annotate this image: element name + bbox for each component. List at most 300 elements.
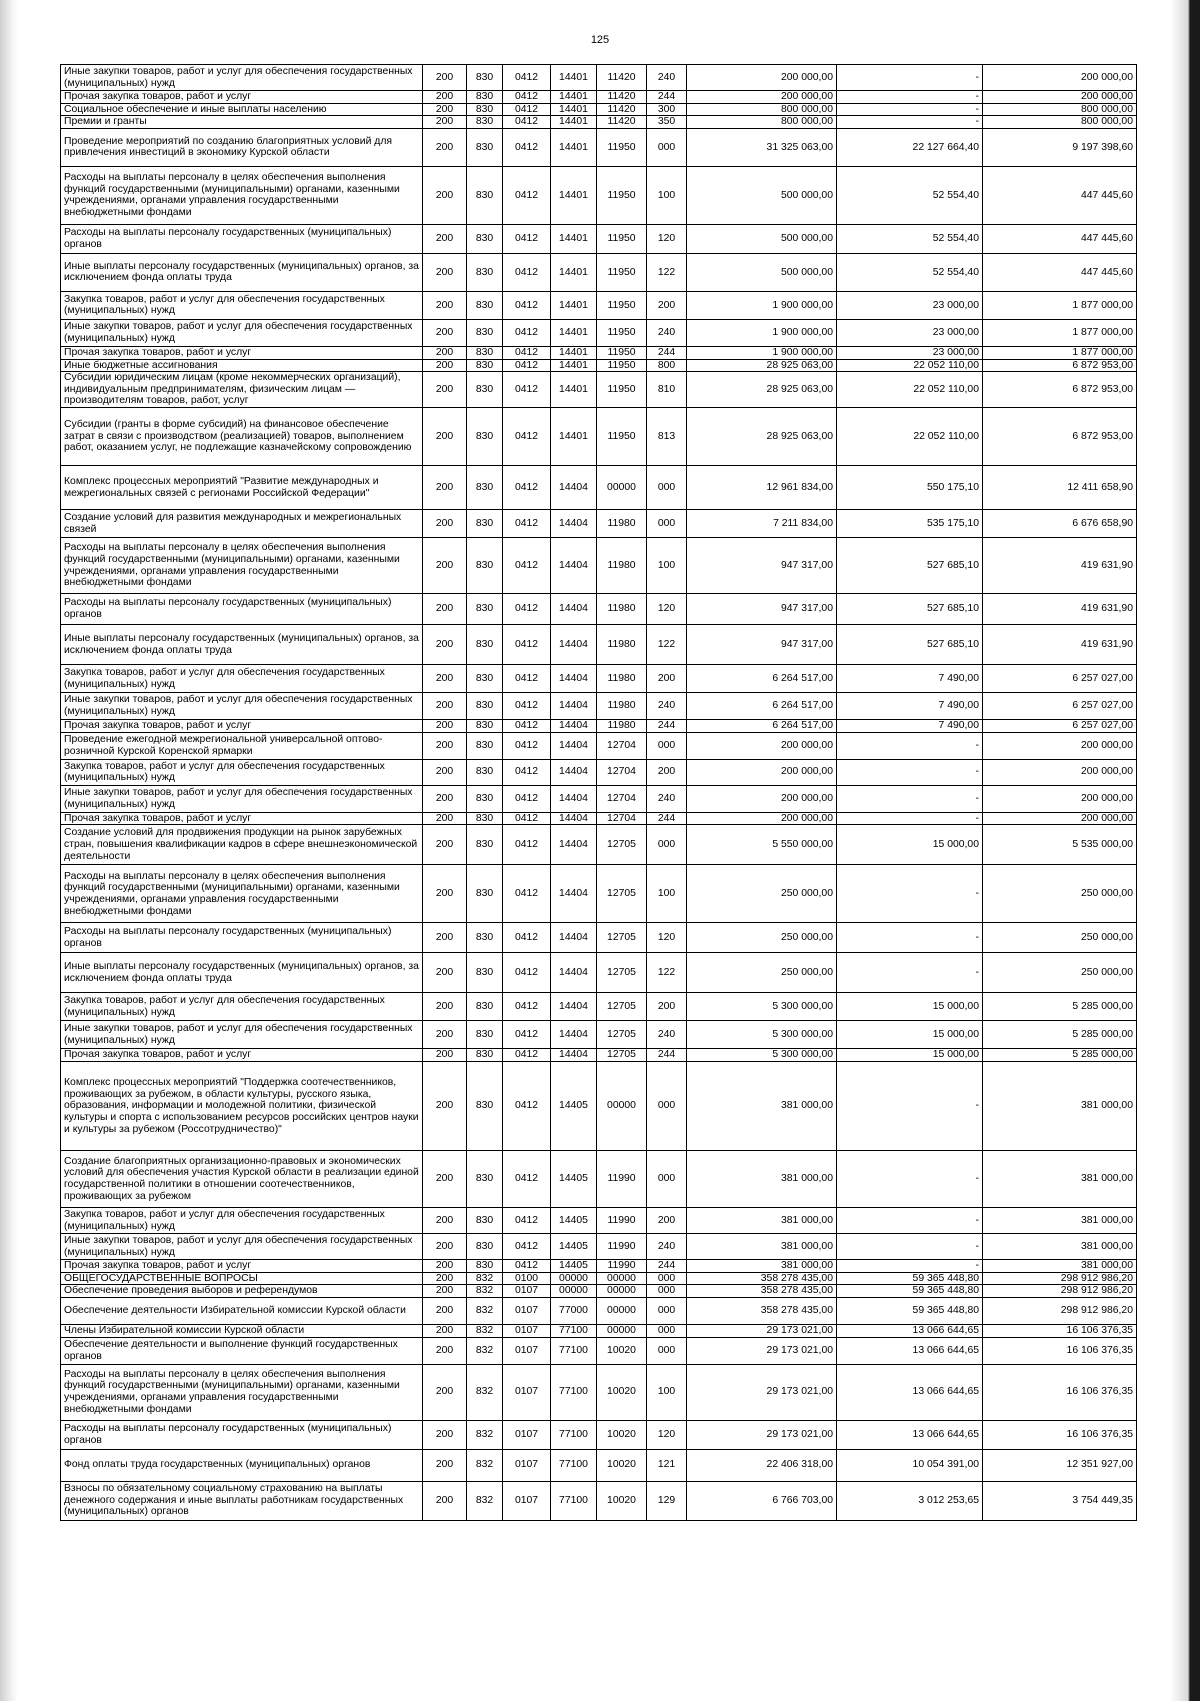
code-cell: 11950 [597, 408, 647, 466]
table-row [61, 408, 1137, 466]
code-cell: 0412 [503, 538, 551, 594]
amount-cell: 22 127 664,40 [837, 128, 983, 166]
code-cell: 240 [647, 65, 687, 91]
code-cell: 830 [467, 466, 503, 510]
code-cell: 830 [467, 1234, 503, 1260]
row-name-cell: Расходы на выплаты персоналу в целях обеспечения выполнения функций государственными (муниципальными) органами, казенными учреждениями, органами управления государственными внебюджетными фондами [61, 538, 423, 594]
code-cell: 14404 [551, 732, 597, 759]
amount-cell: 527 685,10 [837, 625, 983, 665]
page-number: 125 [590, 34, 610, 46]
code-cell: 830 [467, 785, 503, 812]
row-name-cell: Члены Избирательной комиссии Курской области [61, 1324, 423, 1337]
row-name-cell: Фонд оплаты труда государственных (муниципальных) органов [61, 1449, 423, 1481]
amount-cell: 6 257 027,00 [983, 720, 1137, 733]
amount-cell: 200 000,00 [687, 91, 837, 104]
table-row [61, 224, 1137, 253]
code-cell: 200 [423, 408, 467, 466]
row-name-cell: Иные закупки товаров, работ и услуг для обеспечения государственных (муниципальных) нужд [61, 1234, 423, 1260]
code-cell: 12705 [597, 953, 647, 993]
amount-cell: - [837, 923, 983, 953]
code-cell: 14404 [551, 538, 597, 594]
code-cell: 77100 [551, 1481, 597, 1520]
amount-cell: 23 000,00 [837, 291, 983, 319]
amount-cell: - [837, 785, 983, 812]
code-cell: 830 [467, 253, 503, 291]
code-cell: 12704 [597, 785, 647, 812]
code-cell: 14404 [551, 625, 597, 665]
code-cell: 121 [647, 1449, 687, 1481]
amount-cell: 800 000,00 [983, 116, 1137, 129]
amount-cell: 250 000,00 [687, 865, 837, 923]
code-cell: 200 [423, 665, 467, 693]
code-cell: 830 [467, 759, 503, 785]
amount-cell: 200 000,00 [983, 65, 1137, 91]
code-cell: 830 [467, 166, 503, 224]
row-name-cell: Прочая закупка товаров, работ и услуг [61, 1049, 423, 1062]
code-cell: 200 [423, 825, 467, 865]
amount-cell: 550 175,10 [837, 466, 983, 510]
code-cell: 12704 [597, 732, 647, 759]
row-name-cell: Иные выплаты персоналу государственных (муниципальных) органов, за исключением фонда оплаты труда [61, 625, 423, 665]
amount-cell: 29 173 021,00 [687, 1420, 837, 1449]
table-row [61, 865, 1137, 923]
code-cell: 0412 [503, 1208, 551, 1234]
amount-cell: 250 000,00 [983, 865, 1137, 923]
code-cell: 200 [423, 1364, 467, 1420]
code-cell: 832 [467, 1285, 503, 1298]
code-cell: 830 [467, 825, 503, 865]
code-cell: 200 [423, 346, 467, 359]
code-cell: 200 [423, 594, 467, 625]
code-cell: 12705 [597, 923, 647, 953]
code-cell: 122 [647, 625, 687, 665]
table-row [61, 1062, 1137, 1151]
row-name-cell: Обеспечение проведения выборов и референдумов [61, 1285, 423, 1298]
row-name-cell: Иные выплаты персоналу государственных (муниципальных) органов, за исключением фонда оплаты труда [61, 953, 423, 993]
code-cell: 0412 [503, 466, 551, 510]
code-cell: 122 [647, 953, 687, 993]
code-cell: 830 [467, 538, 503, 594]
table-row [61, 825, 1137, 865]
amount-cell: 28 925 063,00 [687, 359, 837, 372]
amount-cell: 29 173 021,00 [687, 1337, 837, 1364]
code-cell: 14404 [551, 812, 597, 825]
code-cell: 11950 [597, 166, 647, 224]
code-cell: 832 [467, 1364, 503, 1420]
code-cell: 000 [647, 128, 687, 166]
amount-cell: 6 872 953,00 [983, 408, 1137, 466]
code-cell: 0107 [503, 1285, 551, 1298]
code-cell: 11420 [597, 116, 647, 129]
row-name-cell: Иные закупки товаров, работ и услуг для обеспечения государственных (муниципальных) нужд [61, 1021, 423, 1049]
code-cell: 0107 [503, 1449, 551, 1481]
amount-cell: 381 000,00 [687, 1260, 837, 1273]
code-cell: 14404 [551, 1021, 597, 1049]
row-name-cell: Комплекс процессных мероприятий "Поддержка соотечественников, проживающих за рубежом, в области культуры, русского языка, образования, информации и молодежной политики, физической культуры и спорта с использованием ресурсов российских центров науки и культуры за рубежом (Россотрудничество)" [61, 1062, 423, 1151]
amount-cell: 447 445,60 [983, 253, 1137, 291]
amount-cell: - [837, 865, 983, 923]
code-cell: 200 [423, 865, 467, 923]
amount-cell: 6 264 517,00 [687, 693, 837, 720]
amount-cell: - [837, 116, 983, 129]
amount-cell: 16 106 376,35 [983, 1337, 1137, 1364]
amount-cell: 15 000,00 [837, 1021, 983, 1049]
code-cell: 200 [423, 1285, 467, 1298]
amount-cell: 381 000,00 [687, 1208, 837, 1234]
table-row [61, 665, 1137, 693]
amount-cell: 419 631,90 [983, 538, 1137, 594]
table-row [61, 1272, 1137, 1285]
code-cell: 830 [467, 91, 503, 104]
code-cell: 200 [423, 166, 467, 224]
amount-cell: 1 900 000,00 [687, 291, 837, 319]
code-cell: 100 [647, 1364, 687, 1420]
code-cell: 14404 [551, 466, 597, 510]
amount-cell: 1 877 000,00 [983, 346, 1137, 359]
amount-cell: 15 000,00 [837, 825, 983, 865]
code-cell: 14404 [551, 953, 597, 993]
code-cell: 0412 [503, 759, 551, 785]
code-cell: 0412 [503, 812, 551, 825]
code-cell: 830 [467, 510, 503, 538]
table-row [61, 1364, 1137, 1420]
code-cell: 11980 [597, 693, 647, 720]
code-cell: 830 [467, 720, 503, 733]
table-row [61, 1297, 1137, 1324]
code-cell: 0412 [503, 103, 551, 116]
scan-left-shadow [0, 0, 18, 1701]
code-cell: 000 [647, 1062, 687, 1151]
code-cell: 200 [423, 1234, 467, 1260]
code-cell: 11950 [597, 224, 647, 253]
code-cell: 830 [467, 372, 503, 408]
code-cell: 00000 [551, 1272, 597, 1285]
code-cell: 14404 [551, 759, 597, 785]
amount-cell: 16 106 376,35 [983, 1420, 1137, 1449]
table-row [61, 1021, 1137, 1049]
code-cell: 12704 [597, 812, 647, 825]
code-cell: 830 [467, 1151, 503, 1208]
code-cell: 0412 [503, 693, 551, 720]
code-cell: 14404 [551, 993, 597, 1021]
code-cell: 832 [467, 1297, 503, 1324]
table-row [61, 812, 1137, 825]
amount-cell: - [837, 91, 983, 104]
table-row [61, 510, 1137, 538]
table-row [61, 693, 1137, 720]
code-cell: 240 [647, 693, 687, 720]
row-name-cell: Расходы на выплаты персоналу в целях обеспечения выполнения функций государственными (муниципальными) органами, казенными учреждениями, органами управления государственными внебюджетными фондами [61, 865, 423, 923]
row-name-cell: Создание условий для развития международных и межрегиональных связей [61, 510, 423, 538]
code-cell: 830 [467, 346, 503, 359]
table-row [61, 923, 1137, 953]
code-cell: 0412 [503, 166, 551, 224]
table-row [61, 1151, 1137, 1208]
amount-cell: - [837, 953, 983, 993]
code-cell: 14401 [551, 359, 597, 372]
amount-cell: 200 000,00 [687, 759, 837, 785]
amount-cell: 23 000,00 [837, 319, 983, 346]
code-cell: 14401 [551, 91, 597, 104]
code-cell: 200 [423, 1260, 467, 1273]
code-cell: 0412 [503, 510, 551, 538]
code-cell: 200 [423, 1449, 467, 1481]
code-cell: 200 [423, 510, 467, 538]
amount-cell: 298 912 986,20 [983, 1272, 1137, 1285]
table-row [61, 91, 1137, 104]
amount-cell: - [837, 1260, 983, 1273]
code-cell: 832 [467, 1324, 503, 1337]
code-cell: 832 [467, 1481, 503, 1520]
code-cell: 120 [647, 224, 687, 253]
amount-cell: 52 554,40 [837, 224, 983, 253]
code-cell: 830 [467, 812, 503, 825]
code-cell: 0412 [503, 625, 551, 665]
amount-cell: 527 685,10 [837, 538, 983, 594]
amount-cell: 3 012 253,65 [837, 1481, 983, 1520]
code-cell: 830 [467, 1021, 503, 1049]
code-cell: 0412 [503, 346, 551, 359]
amount-cell: 200 000,00 [983, 785, 1137, 812]
code-cell: 0107 [503, 1364, 551, 1420]
budget-table [60, 64, 1137, 1521]
table-row [61, 538, 1137, 594]
code-cell: 12705 [597, 1021, 647, 1049]
amount-cell: 7 211 834,00 [687, 510, 837, 538]
code-cell: 14405 [551, 1234, 597, 1260]
code-cell: 000 [647, 1272, 687, 1285]
code-cell: 0412 [503, 993, 551, 1021]
amount-cell: 31 325 063,00 [687, 128, 837, 166]
code-cell: 0412 [503, 865, 551, 923]
row-name-cell: Расходы на выплаты персоналу государственных (муниципальных) органов [61, 594, 423, 625]
code-cell: 11950 [597, 253, 647, 291]
code-cell: 830 [467, 359, 503, 372]
code-cell: 0100 [503, 1272, 551, 1285]
row-name-cell: Субсидии (гранты в форме субсидий) на финансовое обеспечение затрат в связи с производством (реализацией) товаров, выполнением работ, оказанием услуг, не подлежащие казначейскому сопровождению [61, 408, 423, 466]
code-cell: 830 [467, 319, 503, 346]
table-row [61, 625, 1137, 665]
code-cell: 830 [467, 1062, 503, 1151]
amount-cell: 6 257 027,00 [983, 665, 1137, 693]
code-cell: 14404 [551, 510, 597, 538]
code-cell: 0107 [503, 1337, 551, 1364]
code-cell: 200 [647, 665, 687, 693]
amount-cell: 800 000,00 [687, 116, 837, 129]
code-cell: 800 [647, 359, 687, 372]
table-row [61, 1324, 1137, 1337]
code-cell: 0412 [503, 116, 551, 129]
row-name-cell: Проведение мероприятий по созданию благоприятных условий для привлечения инвестиций в экономику Курской области [61, 128, 423, 166]
amount-cell: 5 300 000,00 [687, 1021, 837, 1049]
code-cell: 244 [647, 91, 687, 104]
row-name-cell: Расходы на выплаты персоналу государственных (муниципальных) органов [61, 1420, 423, 1449]
amount-cell: - [837, 759, 983, 785]
code-cell: 77100 [551, 1337, 597, 1364]
amount-cell: 5 285 000,00 [983, 1021, 1137, 1049]
amount-cell: 6 872 953,00 [983, 372, 1137, 408]
code-cell: 14401 [551, 65, 597, 91]
code-cell: 244 [647, 812, 687, 825]
code-cell: 830 [467, 993, 503, 1021]
code-cell: 830 [467, 594, 503, 625]
table-row [61, 346, 1137, 359]
row-name-cell: Иные закупки товаров, работ и услуг для обеспечения государственных (муниципальных) нужд [61, 693, 423, 720]
code-cell: 200 [423, 732, 467, 759]
amount-cell: 9 197 398,60 [983, 128, 1137, 166]
code-cell: 832 [467, 1449, 503, 1481]
table-row [61, 1449, 1137, 1481]
row-name-cell: Закупка товаров, работ и услуг для обеспечения государственных (муниципальных) нужд [61, 1208, 423, 1234]
amount-cell: 381 000,00 [687, 1062, 837, 1151]
code-cell: 0412 [503, 359, 551, 372]
table-row [61, 291, 1137, 319]
row-name-cell: Закупка товаров, работ и услуг для обеспечения государственных (муниципальных) нужд [61, 665, 423, 693]
code-cell: 300 [647, 103, 687, 116]
table-row [61, 116, 1137, 129]
code-cell: 0412 [503, 128, 551, 166]
amount-cell: 358 278 435,00 [687, 1297, 837, 1324]
amount-cell: 947 317,00 [687, 625, 837, 665]
code-cell: 0412 [503, 372, 551, 408]
amount-cell: 3 754 449,35 [983, 1481, 1137, 1520]
code-cell: 830 [467, 128, 503, 166]
amount-cell: 381 000,00 [983, 1151, 1137, 1208]
code-cell: 77100 [551, 1324, 597, 1337]
amount-cell: 381 000,00 [983, 1208, 1137, 1234]
row-name-cell: Прочая закупка товаров, работ и услуг [61, 720, 423, 733]
code-cell: 200 [423, 1208, 467, 1234]
amount-cell: 12 351 927,00 [983, 1449, 1137, 1481]
amount-cell: 22 052 110,00 [837, 408, 983, 466]
amount-cell: - [837, 1151, 983, 1208]
code-cell: 14401 [551, 224, 597, 253]
amount-cell: 200 000,00 [983, 759, 1137, 785]
table-row [61, 1285, 1137, 1298]
code-cell: 200 [423, 812, 467, 825]
code-cell: 830 [467, 625, 503, 665]
code-cell: 11950 [597, 291, 647, 319]
code-cell: 11420 [597, 103, 647, 116]
code-cell: 000 [647, 825, 687, 865]
code-cell: 14401 [551, 346, 597, 359]
code-cell: 11980 [597, 665, 647, 693]
code-cell: 11980 [597, 625, 647, 665]
row-name-cell: Иные закупки товаров, работ и услуг для обеспечения государственных (муниципальных) нужд [61, 785, 423, 812]
code-cell: 200 [423, 1481, 467, 1520]
row-name-cell: Социальное обеспечение и иные выплаты населению [61, 103, 423, 116]
amount-cell: 381 000,00 [687, 1151, 837, 1208]
code-cell: 120 [647, 1420, 687, 1449]
code-cell: 200 [423, 466, 467, 510]
table-row [61, 993, 1137, 1021]
row-name-cell: Взносы по обязательному социальному страхованию на выплаты денежного содержания и иные выплаты работникам государственных (муниципальных) органов [61, 1481, 423, 1520]
amount-cell: 5 300 000,00 [687, 1049, 837, 1062]
table-row [61, 1049, 1137, 1062]
code-cell: 11980 [597, 720, 647, 733]
code-cell: 830 [467, 1260, 503, 1273]
code-cell: 832 [467, 1337, 503, 1364]
table-row [61, 594, 1137, 625]
code-cell: 00000 [597, 1285, 647, 1298]
code-cell: 200 [423, 116, 467, 129]
code-cell: 14401 [551, 253, 597, 291]
amount-cell: 22 406 318,00 [687, 1449, 837, 1481]
code-cell: 000 [647, 466, 687, 510]
amount-cell: 200 000,00 [687, 732, 837, 759]
amount-cell: 200 000,00 [983, 732, 1137, 759]
table-row [61, 953, 1137, 993]
table-row [61, 732, 1137, 759]
code-cell: 200 [647, 1208, 687, 1234]
amount-cell: 1 877 000,00 [983, 291, 1137, 319]
code-cell: 0107 [503, 1324, 551, 1337]
row-name-cell: Расходы на выплаты персоналу государственных (муниципальных) органов [61, 224, 423, 253]
code-cell: 00000 [597, 1324, 647, 1337]
amount-cell: 200 000,00 [687, 65, 837, 91]
code-cell: 0412 [503, 594, 551, 625]
table-row [61, 1208, 1137, 1234]
code-cell: 200 [423, 923, 467, 953]
code-cell: 14404 [551, 923, 597, 953]
code-cell: 11990 [597, 1151, 647, 1208]
code-cell: 350 [647, 116, 687, 129]
code-cell: 200 [423, 65, 467, 91]
row-name-cell: ОБЩЕГОСУДАРСТВЕННЫЕ ВОПРОСЫ [61, 1272, 423, 1285]
code-cell: 240 [647, 1021, 687, 1049]
code-cell: 0412 [503, 1234, 551, 1260]
code-cell: 0412 [503, 732, 551, 759]
code-cell: 14404 [551, 785, 597, 812]
code-cell: 0412 [503, 1260, 551, 1273]
code-cell: 0412 [503, 825, 551, 865]
code-cell: 0412 [503, 1062, 551, 1151]
code-cell: 200 [423, 1337, 467, 1364]
amount-cell: 250 000,00 [687, 953, 837, 993]
amount-cell: 59 365 448,80 [837, 1272, 983, 1285]
code-cell: 0107 [503, 1297, 551, 1324]
amount-cell: 5 550 000,00 [687, 825, 837, 865]
code-cell: 11950 [597, 128, 647, 166]
code-cell: 200 [647, 291, 687, 319]
code-cell: 0412 [503, 91, 551, 104]
amount-cell: 29 173 021,00 [687, 1324, 837, 1337]
amount-cell: 800 000,00 [687, 103, 837, 116]
amount-cell: 13 066 644,65 [837, 1420, 983, 1449]
code-cell: 000 [647, 510, 687, 538]
row-name-cell: Иные закупки товаров, работ и услуг для обеспечения государственных (муниципальных) нужд [61, 65, 423, 91]
code-cell: 14401 [551, 116, 597, 129]
code-cell: 0412 [503, 953, 551, 993]
table-row [61, 759, 1137, 785]
amount-cell: 22 052 110,00 [837, 372, 983, 408]
amount-cell: 16 106 376,35 [983, 1364, 1137, 1420]
amount-cell: 200 000,00 [983, 812, 1137, 825]
code-cell: 11990 [597, 1234, 647, 1260]
code-cell: 129 [647, 1481, 687, 1520]
code-cell: 00000 [597, 466, 647, 510]
code-cell: 200 [423, 759, 467, 785]
code-cell: 11980 [597, 510, 647, 538]
code-cell: 0412 [503, 923, 551, 953]
amount-cell: 5 285 000,00 [983, 1049, 1137, 1062]
code-cell: 200 [423, 91, 467, 104]
code-cell: 14404 [551, 1049, 597, 1062]
code-cell: 832 [467, 1272, 503, 1285]
amount-cell: 59 365 448,80 [837, 1297, 983, 1324]
code-cell: 12705 [597, 1049, 647, 1062]
table-row [61, 466, 1137, 510]
